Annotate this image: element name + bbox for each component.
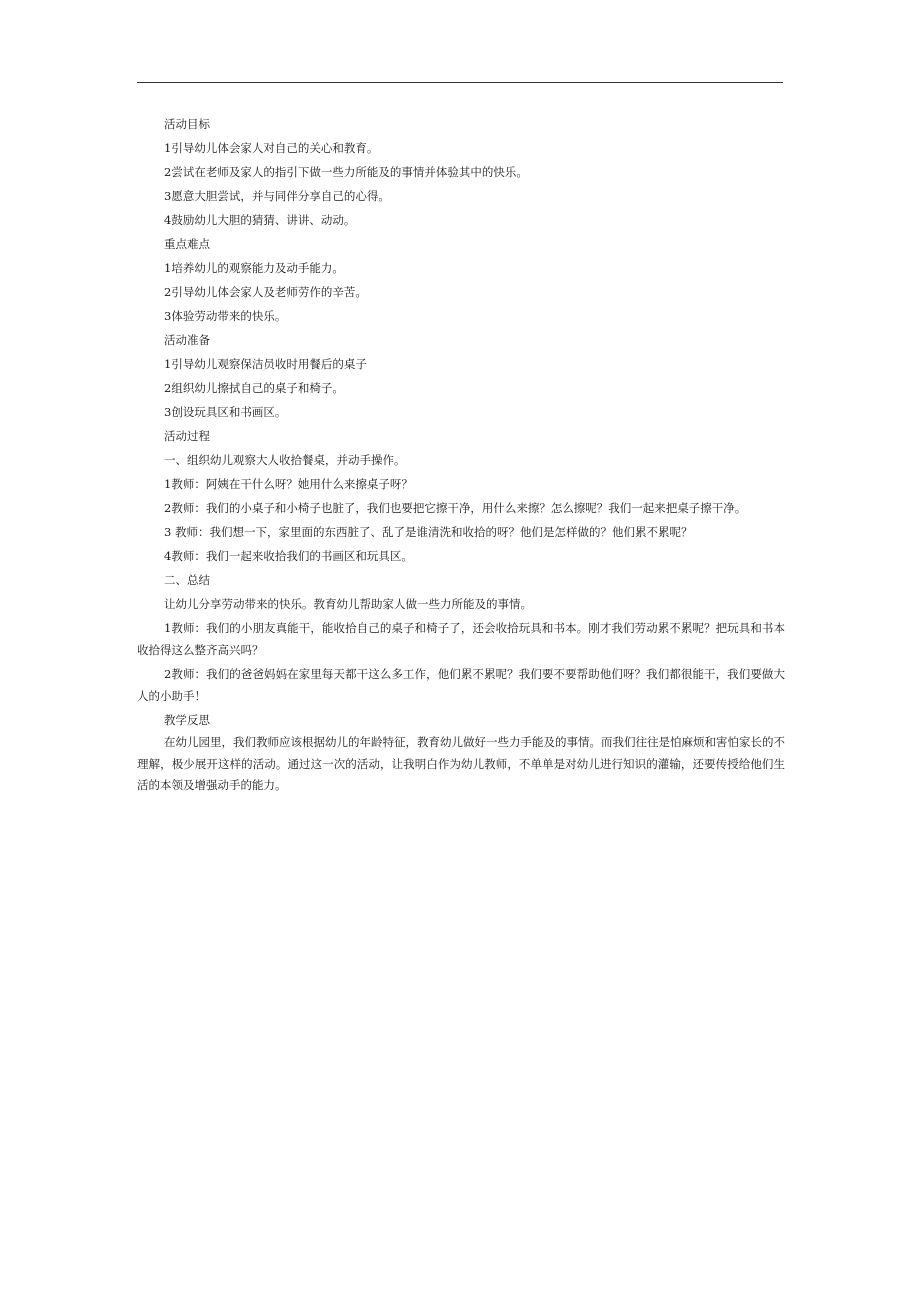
preparation-heading: 活动准备 xyxy=(164,333,210,347)
summary-item: 2教师：我们的爸爸妈妈在家里每天都干这么多工作，他们累不累呢？我们要不要帮助他们呀？我们都很能干，我们要做大人的小助手！ xyxy=(137,667,785,703)
goal-item: 2尝试在老师及家人的指引下做一些力所能及的事情并体验其中的快乐。 xyxy=(164,165,528,179)
key-point-item: 1培养幼儿的观察能力及动手能力。 xyxy=(164,261,344,275)
preparation-item: 2组织幼儿擦拭自己的桌子和椅子。 xyxy=(164,381,344,395)
reflection-heading: 教学反思 xyxy=(164,713,210,727)
process-heading: 活动过程 xyxy=(164,429,210,443)
process-part-heading: 一、组织幼儿观察大人收拾餐桌，并动手操作。 xyxy=(164,453,406,467)
preparation-item: 3创设玩具区和书画区。 xyxy=(164,405,287,419)
goals-heading: 活动目标 xyxy=(164,117,210,131)
key-points-heading: 重点难点 xyxy=(164,237,210,251)
goal-item: 4鼓励幼儿大胆的猜猜、讲讲、动动。 xyxy=(164,213,356,227)
header-rule xyxy=(137,82,783,83)
process-item: 4教师：我们一起来收拾我们的书画区和玩具区。 xyxy=(164,549,413,563)
document-body xyxy=(137,112,785,797)
process-item: 1教师：阿姨在干什么呀？她用什么来擦桌子呀？ xyxy=(164,477,413,491)
preparation-item: 1引导幼儿观察保洁员收时用餐后的桌子 xyxy=(164,357,367,371)
goal-item: 3愿意大胆尝试，并与同伴分享自己的心得。 xyxy=(164,189,390,203)
reflection-paragraph: 在幼儿园里，我们教师应该根据幼儿的年龄特征，教育幼儿做好一些力手能及的事情。而我们往往是怕麻烦和害怕家长的不理解，极少展开这样的活动。通过这一次的活动，让我明白作为幼儿教师，不单单是对幼儿进行知识的灌输，还要传授给他们生活的本领及增强动手的能力。 xyxy=(137,735,785,792)
summary-item: 1教师：我们的小朋友真能干，能收拾自己的桌子和椅子了，还会收拾玩具和书本。刚才我们劳动累不累呢？把玩具和书本收拾得这么整齐高兴吗？ xyxy=(137,621,785,657)
process-item: 3 教师：我们想一下，家里面的东西脏了、乱了是谁清洗和收拾的呀？他们是怎样做的？他们累不累呢？ xyxy=(164,525,693,539)
summary-intro: 让幼儿分享劳动带来的快乐。教育幼儿帮助家人做一些力所能及的事情。 xyxy=(164,597,532,611)
key-point-item: 3体验劳动带来的快乐。 xyxy=(164,309,287,323)
process-item: 2教师：我们的小桌子和小椅子也脏了，我们也要把它擦干净，用什么来擦？怎么擦呢？我们一起来把桌子擦干净。 xyxy=(164,501,747,515)
key-point-item: 2引导幼儿体会家人及老师劳作的辛苦。 xyxy=(164,285,367,299)
goal-item: 1引导幼儿体会家人对自己的关心和教育。 xyxy=(164,141,379,155)
summary-heading: 二、总结 xyxy=(164,573,210,587)
